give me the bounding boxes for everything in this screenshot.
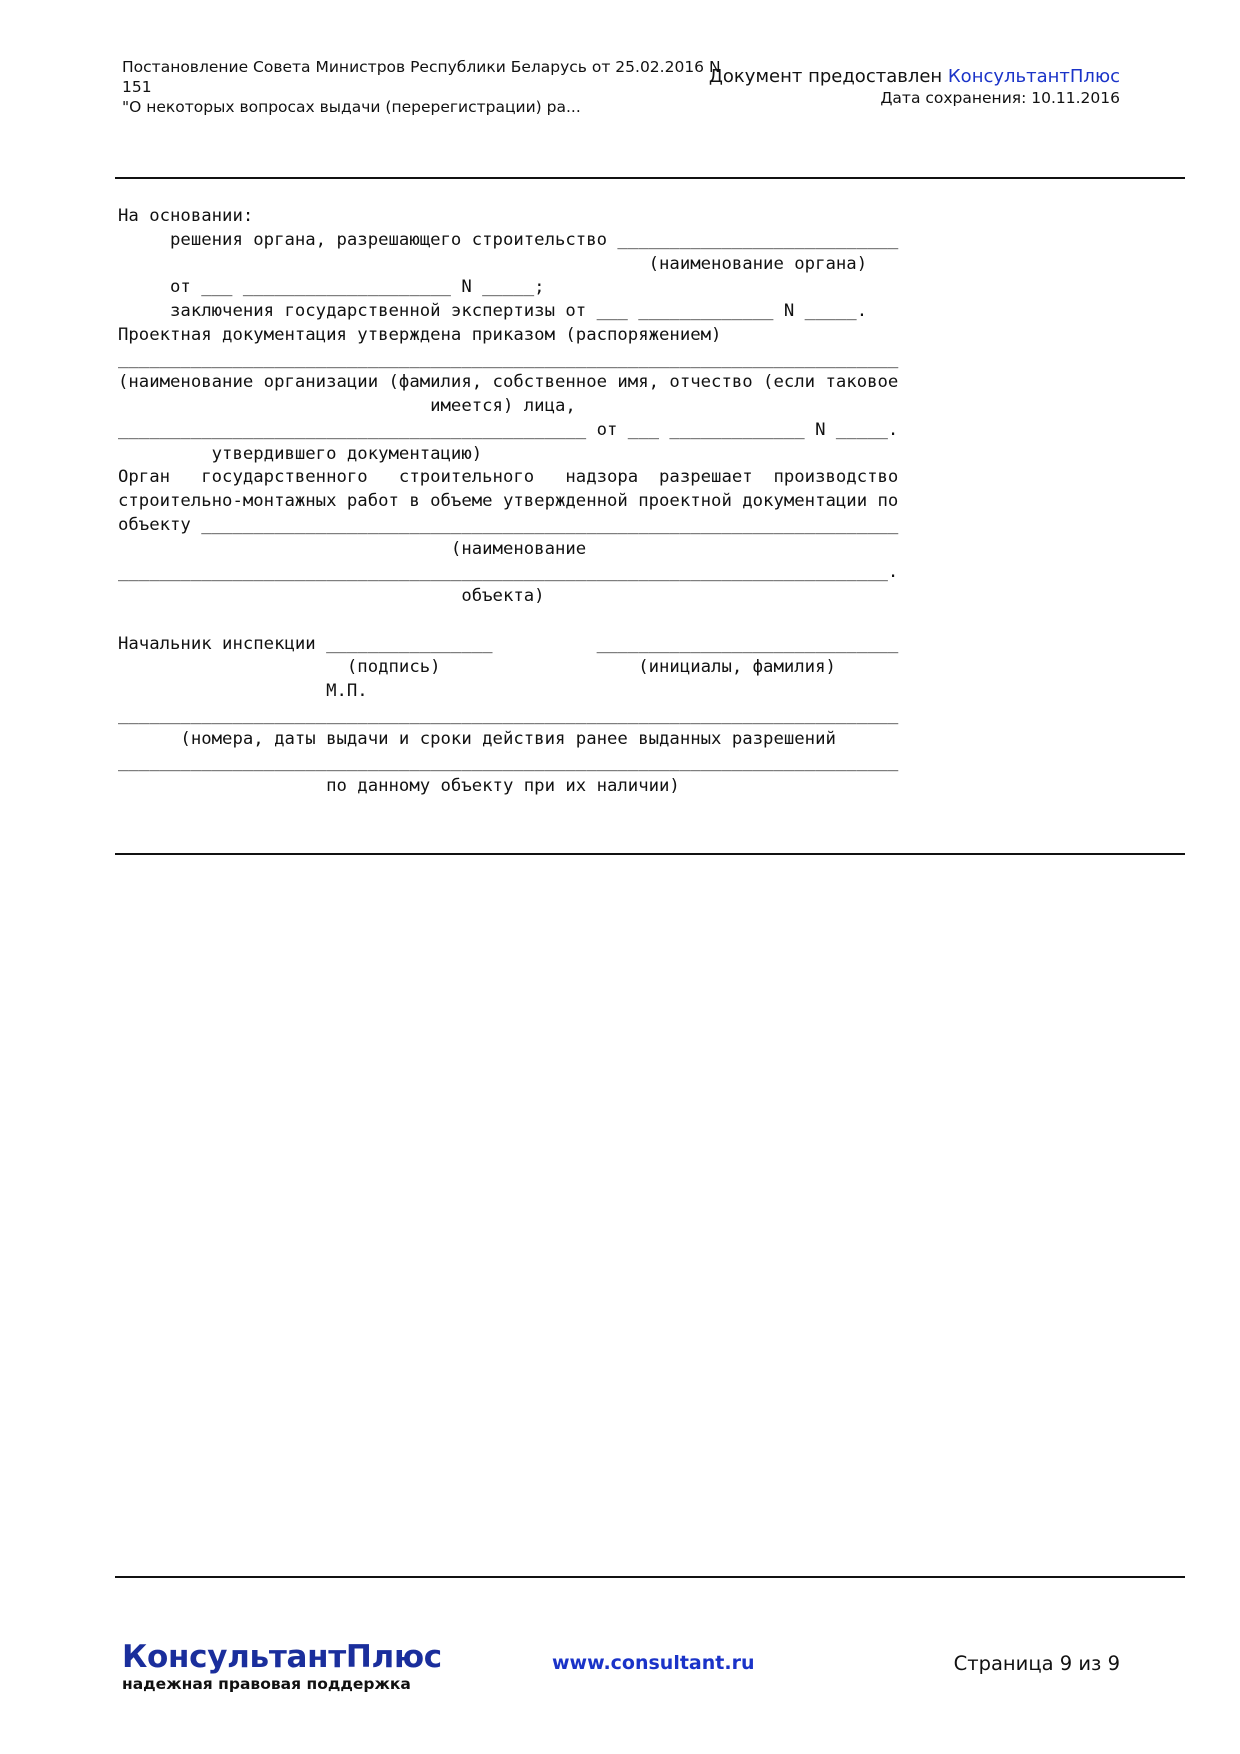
- provided-by: [709, 66, 1120, 88]
- form-line: имеется) лица,: [118, 396, 576, 416]
- form-line: объекта): [118, 586, 545, 606]
- document-title-line: Постановление Совета Министров Республики Беларусь от 25.02.2016 N: [122, 58, 721, 76]
- provider-info: [709, 66, 1120, 108]
- page-number: Страница 9 из 9: [953, 1652, 1120, 1675]
- form-line: Начальник инспекции ________________ _____________________________: [118, 633, 899, 654]
- form-line: решения органа, разрешающего строительство ___________________________: [118, 229, 899, 250]
- form-line: по данному объекту при их наличии): [118, 776, 680, 796]
- form-line: Проектная документация утверждена приказом (распоряжением): [118, 324, 722, 345]
- form-line: __________________________________________________________________________.: [118, 562, 899, 583]
- form-body: [118, 205, 1058, 799]
- provider-brand-link[interactable]: КонсультантПлюс: [947, 66, 1120, 87]
- form-line: (наименование: [118, 538, 587, 559]
- form-line: от ___ ____________________ N _____;: [118, 277, 545, 298]
- document-title-line: "О некоторых вопросах выдачи (перерегистрации) ра...: [122, 98, 581, 116]
- provided-by-label: Документ предоставлен: [708, 66, 948, 87]
- form-line: (подпись) (инициалы, фамилия): [118, 657, 836, 678]
- form-line: заключения государственной экспертизы от ___ _____________ N _____.: [118, 301, 868, 321]
- form-line: строительно-монтажных работ в объеме утвержденной проектной документации по: [118, 491, 899, 511]
- form-line: ___________________________________________________________________________: [118, 752, 899, 773]
- form-line: (номера, даты выдачи и сроки действия ранее выданных разрешений: [118, 728, 836, 749]
- form-line: [118, 609, 1058, 633]
- form-line: утвердившего документацию): [118, 443, 483, 464]
- website-link[interactable]: www.consultant.ru: [552, 1652, 755, 1674]
- form-line: На основании:: [118, 206, 254, 226]
- footer-divider: [115, 1576, 1185, 1578]
- form-line: (наименование организации (фамилия, собственное имя, отчество (если таковое: [118, 372, 899, 393]
- form-line: М.П.: [118, 681, 368, 701]
- document-title-line: 151: [122, 78, 152, 96]
- content-end-divider: [115, 853, 1185, 855]
- consultant-logo: [122, 1640, 442, 1694]
- form-line: Орган государственного строительного надзора разрешает производство: [118, 467, 899, 488]
- document-title: [122, 57, 722, 117]
- form-line: объекту ___________________________________________________________________: [118, 514, 899, 535]
- header-divider: [115, 177, 1185, 179]
- logo-tagline: надежная правовая поддержка: [122, 1675, 411, 1693]
- form-line: (наименование органа): [118, 253, 868, 274]
- form-line: ___________________________________________________________________________: [118, 704, 899, 725]
- logo-name: КонсультантПлюс: [122, 1639, 442, 1675]
- form-line: _____________________________________________ от ___ _____________ N _____.: [118, 419, 899, 440]
- save-date: Дата сохранения: 10.11.2016: [880, 89, 1120, 107]
- form-line: ___________________________________________________________________________: [118, 348, 899, 369]
